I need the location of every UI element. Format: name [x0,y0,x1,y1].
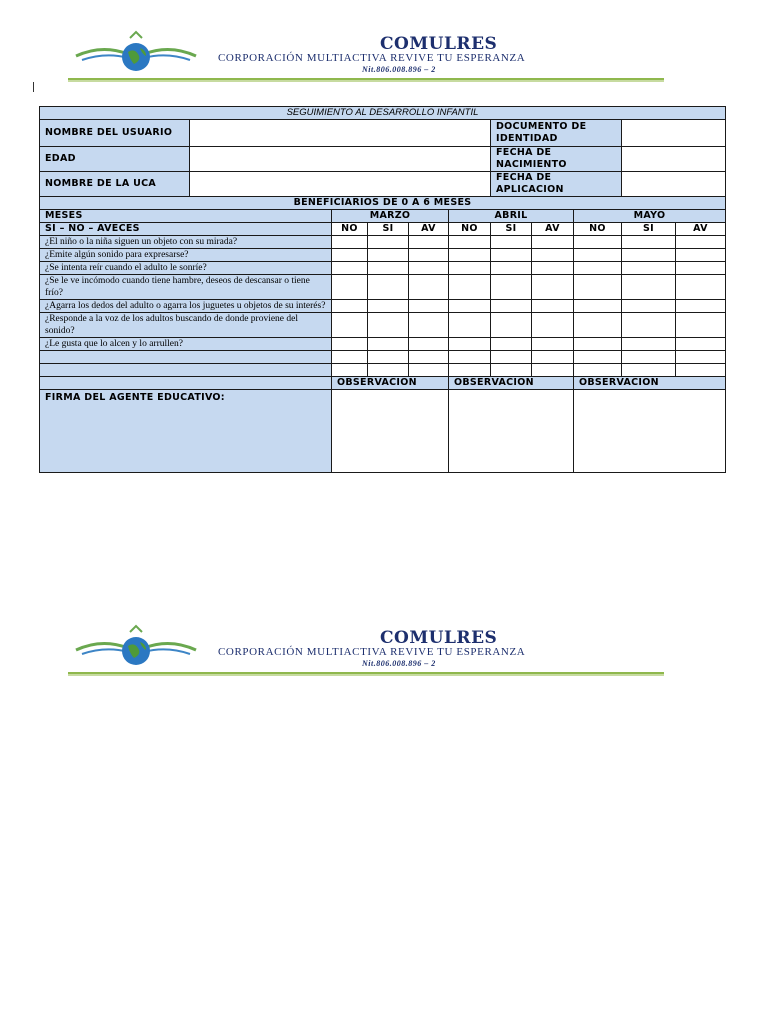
answer-cell[interactable] [622,351,676,364]
answer-cell[interactable] [622,313,676,338]
answer-cell[interactable] [622,236,676,249]
margin-mark [33,82,34,92]
obs-spacer [40,377,332,390]
answer-cell[interactable] [368,262,409,275]
answer-cell[interactable] [532,313,574,338]
answer-cell[interactable] [676,300,726,313]
input-uca[interactable] [190,172,491,197]
answer-cell[interactable] [409,249,449,262]
answer-cell[interactable] [368,300,409,313]
option-si: SI [368,223,409,236]
label-usuario: NOMBRE DEL USUARIO [40,120,190,147]
answer-cell[interactable] [622,249,676,262]
label-edad: EDAD [40,147,190,172]
question-row [40,249,726,262]
option-av: AV [532,223,574,236]
obs-label-marzo: OBSERVACION [332,377,449,390]
answer-cell[interactable] [676,364,726,377]
answer-cell[interactable] [409,236,449,249]
input-aplicacion[interactable] [622,172,726,197]
answer-cell[interactable] [532,249,574,262]
answer-cell[interactable] [532,275,574,300]
answer-cell[interactable] [449,262,491,275]
section-title: BENEFICIARIOS DE 0 A 6 MESES [40,197,726,210]
answer-cell[interactable] [574,338,622,351]
answer-cell[interactable] [368,351,409,364]
answer-cell[interactable] [449,236,491,249]
month-mayo: MAYO [574,210,726,223]
answer-cell[interactable] [491,275,532,300]
question-text: ¿Se intenta reír cuando el adulto le sonríe? [40,262,332,275]
answer-cell[interactable] [491,351,532,364]
globe-logo-icon [72,624,200,668]
answer-cell[interactable] [332,351,368,364]
answer-cell[interactable] [622,338,676,351]
answer-cell[interactable] [532,338,574,351]
answer-cell[interactable] [532,351,574,364]
answer-cell[interactable] [491,262,532,275]
label-nacimiento: FECHA DE NACIMIENTO [491,147,622,172]
answer-cell[interactable] [574,249,622,262]
answer-cell[interactable] [409,300,449,313]
answer-cell[interactable] [409,351,449,364]
answer-cell[interactable] [491,300,532,313]
brand-name: COMULRES [380,34,498,54]
answer-cell[interactable] [676,313,726,338]
answer-cell[interactable] [574,262,622,275]
question-row [40,338,726,351]
answer-cell[interactable] [409,313,449,338]
form-title: SEGUIMIENTO AL DESARROLLO INFANTIL [40,107,726,120]
answer-cell[interactable] [491,364,532,377]
answer-cell[interactable] [409,275,449,300]
input-documento[interactable] [622,120,726,147]
option-si: SI [622,223,676,236]
question-row [40,300,726,313]
label-uca: NOMBRE DE LA UCA [40,172,190,197]
letterhead-bottom [68,624,664,676]
input-nacimiento[interactable] [622,147,726,172]
question-text [40,364,332,377]
answer-cell[interactable] [532,364,574,377]
answer-cell[interactable] [574,236,622,249]
answer-cell[interactable] [332,313,368,338]
answer-cell[interactable] [332,249,368,262]
question-row [40,262,726,275]
answer-cell[interactable] [574,275,622,300]
obs-label-abril: OBSERVACION [449,377,574,390]
answer-cell[interactable] [368,236,409,249]
answer-cell[interactable] [368,249,409,262]
answer-cell[interactable] [332,364,368,377]
answer-cell[interactable] [409,364,449,377]
question-row [40,364,726,377]
answer-cell[interactable] [409,262,449,275]
answer-cell[interactable] [332,236,368,249]
answer-cell[interactable] [676,275,726,300]
option-av: AV [409,223,449,236]
development-form [39,106,726,473]
answer-cell[interactable] [622,364,676,377]
answer-cell[interactable] [676,249,726,262]
answer-cell[interactable] [491,236,532,249]
label-documento: DOCUMENTO DE IDENTIDAD [491,120,622,147]
option-no: NO [574,223,622,236]
option-no: NO [449,223,491,236]
question-row [40,236,726,249]
brand-name: COMULRES [380,628,498,648]
brand-subtitle: CORPORACIÓN MULTIACTIVA REVIVE TU ESPERANZA [218,52,526,64]
answer-cell[interactable] [676,236,726,249]
brand-nit: Nit.806.008.896 – 2 [362,659,436,668]
answer-cell[interactable] [491,313,532,338]
answer-cell[interactable] [532,300,574,313]
header-rule [68,672,664,676]
label-aplicacion: FECHA DE APLICACION [491,172,622,197]
letterhead-top [68,30,664,82]
question-text: ¿El niño o la niña siguen un objeto con su mirada? [40,236,332,249]
answer-cell[interactable] [449,300,491,313]
obs-input-marzo[interactable] [332,390,449,473]
answer-cell[interactable] [368,275,409,300]
answer-cell[interactable] [368,338,409,351]
input-edad[interactable] [190,147,491,172]
question-text [40,351,332,364]
answer-cell[interactable] [449,338,491,351]
label-legend: SI – NO – AVECES [40,223,332,236]
input-usuario[interactable] [190,120,491,147]
answer-cell[interactable] [676,338,726,351]
answer-cell[interactable] [574,300,622,313]
header-rule [68,78,664,82]
answer-cell[interactable] [676,351,726,364]
obs-input-mayo[interactable] [574,390,726,473]
answer-cell[interactable] [449,364,491,377]
answer-cell[interactable] [332,262,368,275]
label-meses: MESES [40,210,332,223]
answer-cell[interactable] [532,236,574,249]
answer-cell[interactable] [676,262,726,275]
answer-cell[interactable] [368,313,409,338]
question-row [40,351,726,364]
month-marzo: MARZO [332,210,449,223]
answer-cell[interactable] [532,262,574,275]
answer-cell[interactable] [574,351,622,364]
option-si: SI [491,223,532,236]
answer-cell[interactable] [622,262,676,275]
firma-label: FIRMA DEL AGENTE EDUCATIVO: [40,390,332,473]
question-row [40,275,726,300]
question-row [40,313,726,338]
answer-cell[interactable] [574,313,622,338]
answer-cell[interactable] [622,275,676,300]
answer-cell[interactable] [491,249,532,262]
obs-input-abril[interactable] [449,390,574,473]
question-text: ¿Agarra los dedos del adulto o agarra los juguetes u objetos de su interés? [40,300,332,313]
option-no: NO [332,223,368,236]
question-text: ¿Se le ve incómodo cuando tiene hambre, deseos de descansar o tiene frío? [40,275,332,300]
option-av: AV [676,223,726,236]
answer-cell[interactable] [449,313,491,338]
brand-nit: Nit.806.008.896 – 2 [362,65,436,74]
answer-cell[interactable] [449,249,491,262]
answer-cell[interactable] [409,338,449,351]
answer-cell[interactable] [332,275,368,300]
answer-cell[interactable] [332,338,368,351]
question-text: ¿Le gusta que lo alcen y lo arrullen? [40,338,332,351]
month-abril: ABRIL [449,210,574,223]
answer-cell[interactable] [368,364,409,377]
obs-label-mayo: OBSERVACION [574,377,726,390]
answer-cell[interactable] [332,300,368,313]
answer-cell[interactable] [449,351,491,364]
question-text: ¿Emite algún sonido para expresarse? [40,249,332,262]
answer-cell[interactable] [574,364,622,377]
answer-cell[interactable] [449,275,491,300]
question-text: ¿Responde a la voz de los adultos buscando de donde proviene del sonido? [40,313,332,338]
globe-logo-icon [72,30,200,74]
answer-cell[interactable] [622,300,676,313]
brand-subtitle: CORPORACIÓN MULTIACTIVA REVIVE TU ESPERANZA [218,646,526,658]
answer-cell[interactable] [491,338,532,351]
